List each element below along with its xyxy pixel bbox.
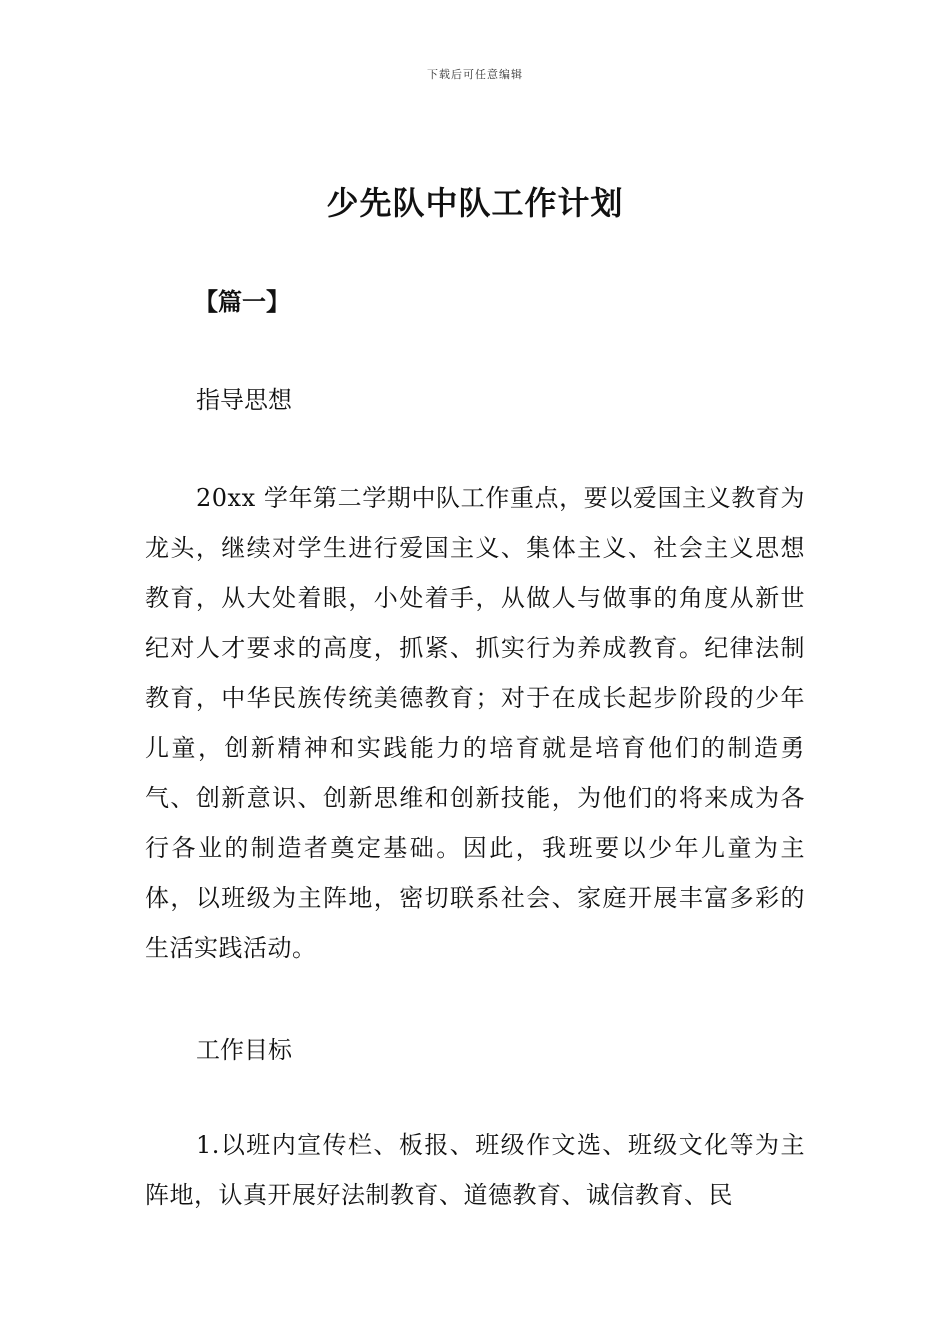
paragraph-work-goal-1: 1.以班内宣传栏、板报、班级作文选、班级文化等为主阵地，认真开展好法制教育、道德教育、诚信教育、民	[145, 1131, 805, 1209]
heading-work-goals: 工作目标	[196, 1036, 292, 1064]
document-title: 少先队中队工作计划	[326, 184, 624, 222]
section-label: 【篇一】	[194, 288, 290, 316]
header-note: 下载后可任意编辑	[427, 68, 523, 81]
heading-guiding-ideology: 指导思想	[196, 386, 292, 414]
paragraph-guiding-ideology: 20xx 学年第二学期中队工作重点，要以爱国主义教育为龙头，继续对学生进行爱国主义、集体主义、社会主义思想教育，从大处着眼，小处着手，从做人与做事的角度从新世纪对人才要求的高度，抓紧、抓实行为养成教育。纪律法制教育，中华民族传统美德教育；对于在成长起步阶段的少年儿童，创新精神和实践能力的培育就是培育他们的制造勇气、创新意识、创新思维和创新技能，为他们的将来成为各行各业的制造者奠定基础。因此，我班要以少年儿童为主体，以班级为主阵地，密切联系社会、家庭开展丰富多彩的生活实践活动。	[145, 484, 805, 962]
